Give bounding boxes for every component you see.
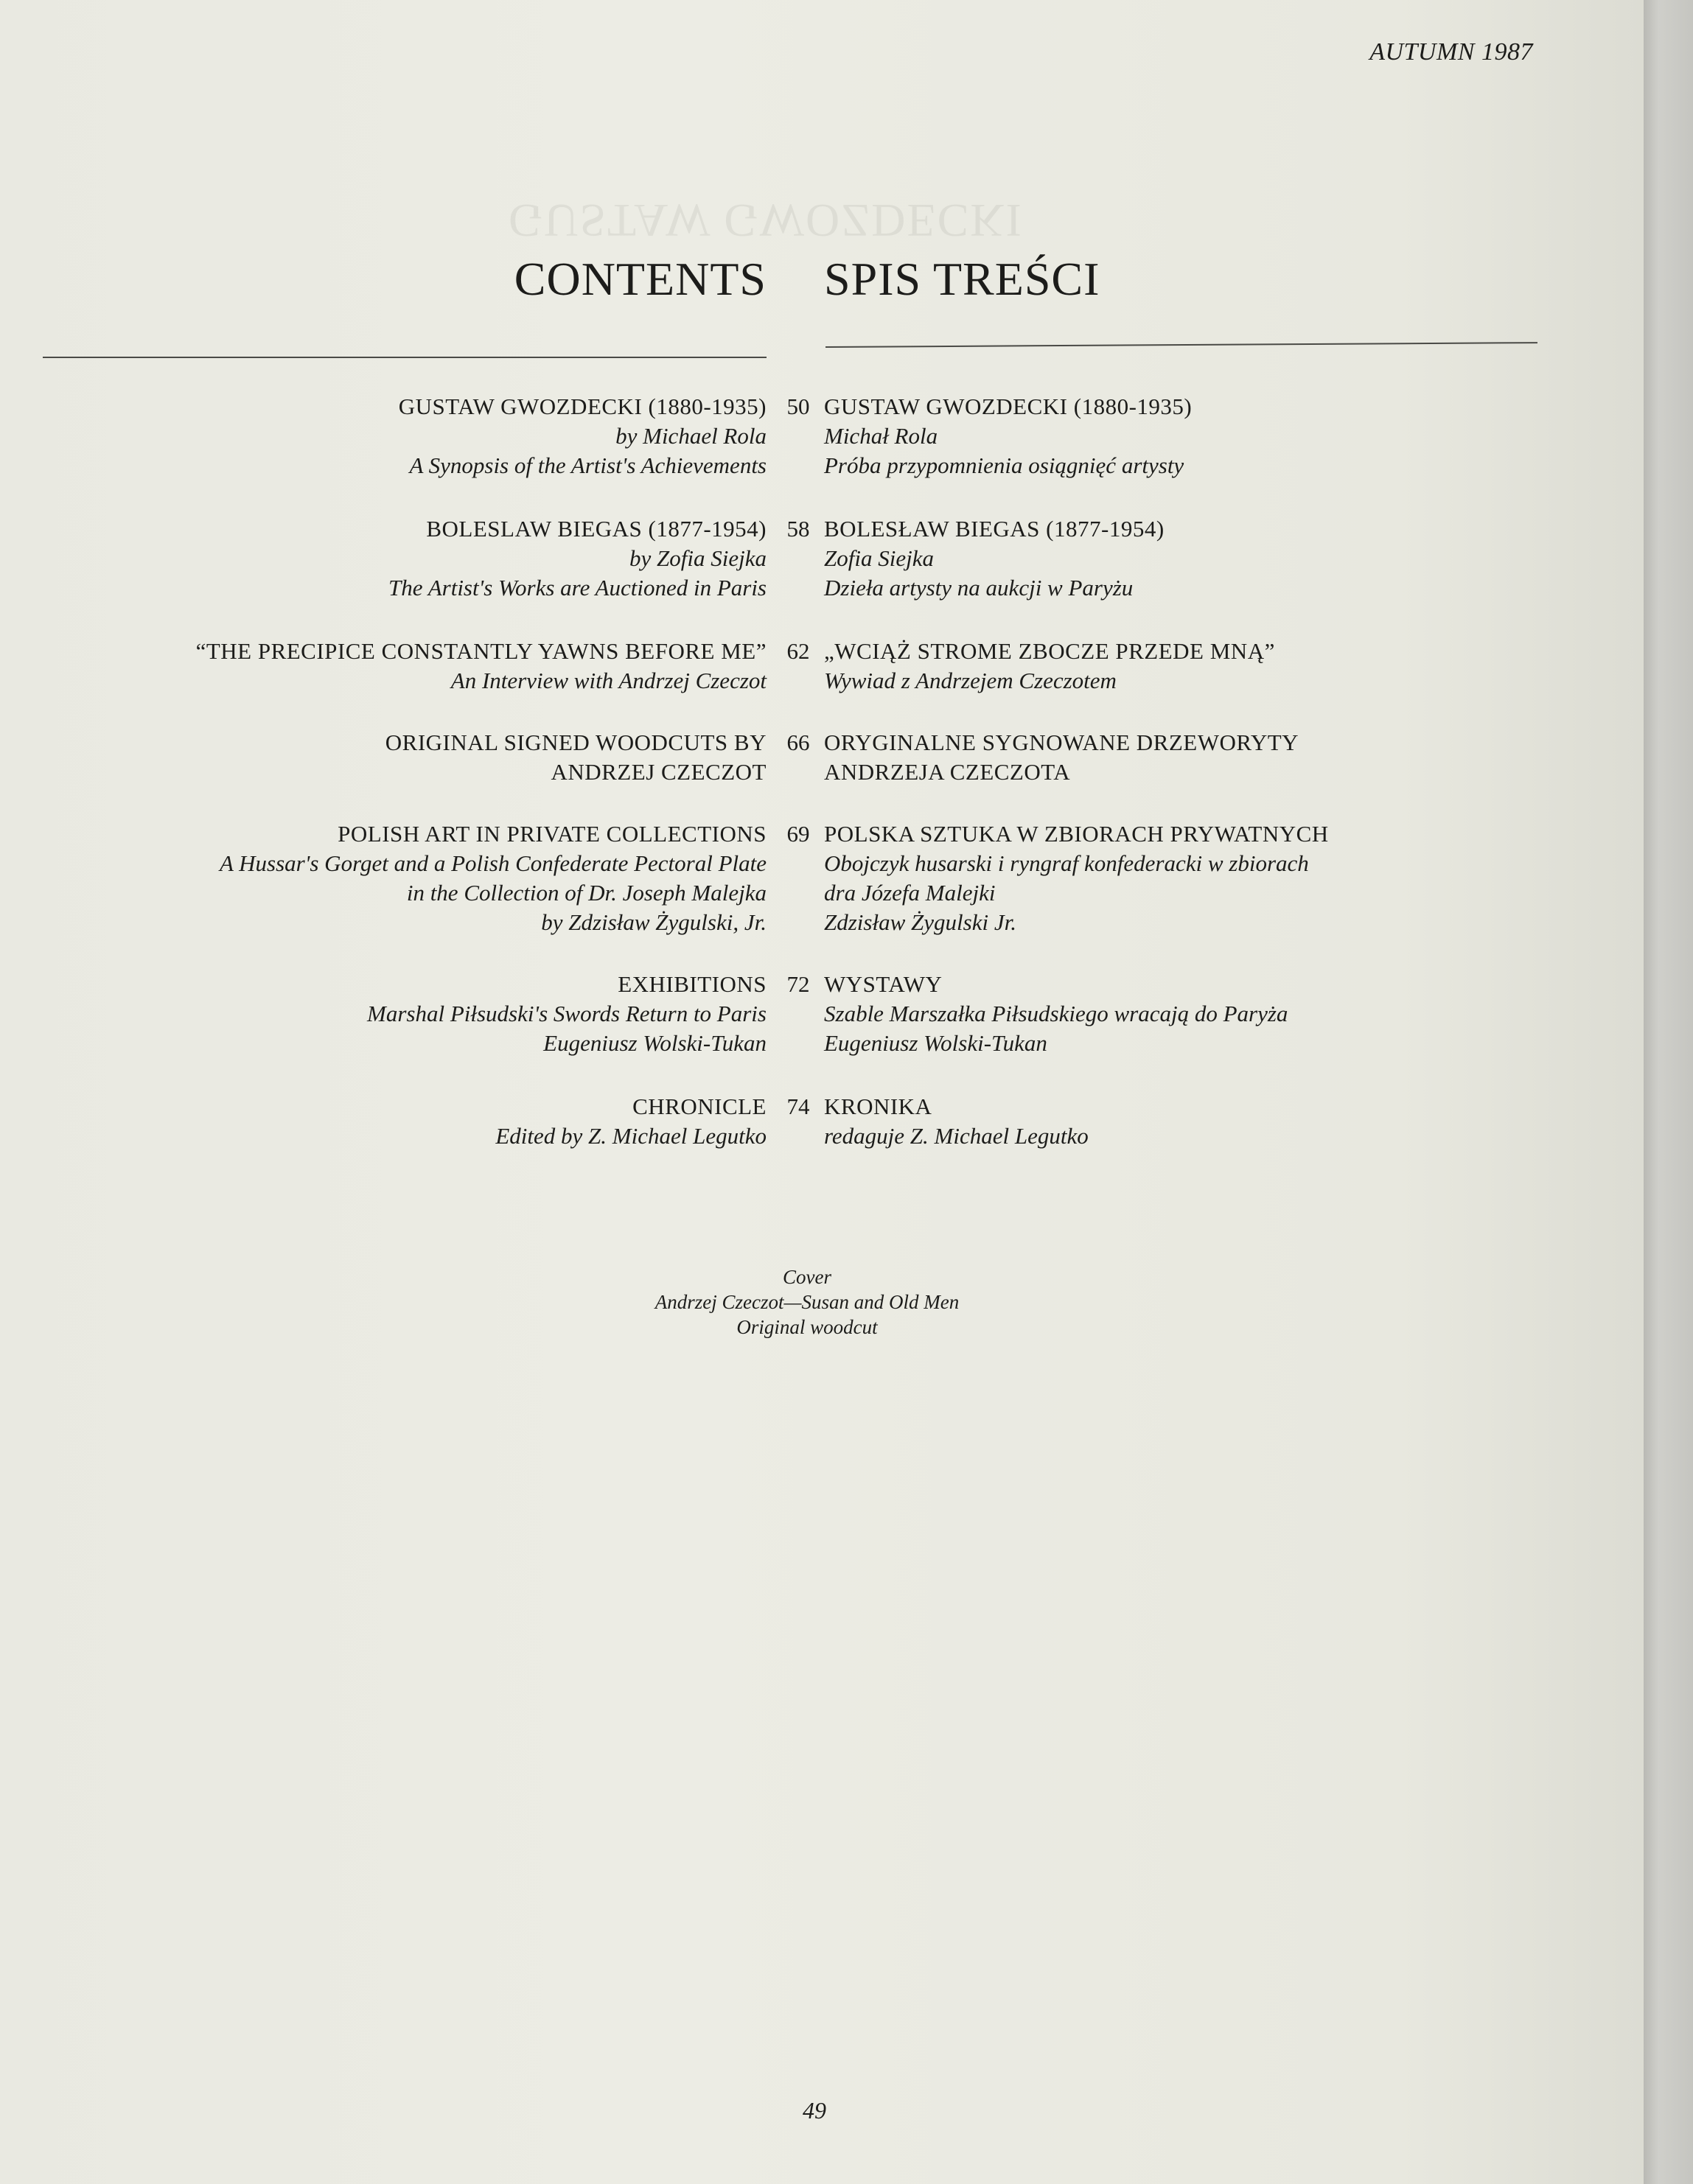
contents-entry <box>0 637 1644 693</box>
entry-author-english: by Zofia Siejka <box>629 545 767 571</box>
entry-author-polish: Zdzisław Żygulski Jr. <box>824 909 1016 935</box>
entry-subtitle-english: The Artist's Works are Auctioned in Paris <box>388 575 767 601</box>
cover-label: Cover <box>783 1266 831 1288</box>
entry-title-english: BOLESLAW BIEGAS (1877-1954) <box>426 516 767 542</box>
entry-subtitle-polish: Obojczyk husarski i ryngraf konfederacki w zbiorach <box>824 850 1309 876</box>
entry-title-english: ORIGINAL SIGNED WOODCUTS BY <box>385 729 767 755</box>
contents-entry <box>0 970 1644 1056</box>
entry-subtitle-polish-line2: dra Józefa Malejki <box>824 880 996 906</box>
entry-polish <box>824 392 1561 480</box>
entry-page-number: 58 <box>786 516 810 542</box>
contents-entry <box>0 728 1644 785</box>
contents-entry <box>0 514 1644 601</box>
show-through-text: GUSTAW GWOZDECKI <box>509 195 1023 247</box>
entry-title-english: CHRONICLE <box>632 1093 767 1119</box>
entry-polish <box>824 970 1561 1058</box>
entry-subtitle-english: Marshal Piłsudski's Swords Return to Paris <box>367 1001 767 1026</box>
entry-english <box>29 970 767 1058</box>
entry-title-polish: WYSTAWY <box>824 971 943 997</box>
contents-entry <box>0 819 1644 935</box>
entry-author-english: by Zdzisław Żygulski, Jr. <box>541 909 767 935</box>
entry-subtitle-english: An Interview with Andrzej Czeczot <box>450 668 767 693</box>
entry-author-polish: Eugeniusz Wolski-Tukan <box>824 1030 1047 1056</box>
issue-season: AUTUMN 1987 <box>1369 38 1533 66</box>
entry-title-polish: BOLESŁAW BIEGAS (1877-1954) <box>824 516 1165 542</box>
entry-subtitle-english: A Synopsis of the Artist's Achievements <box>409 452 767 478</box>
contents-entry <box>0 392 1644 478</box>
entry-subtitle-polish: Szable Marszałka Piłsudskiego wracają do Paryża <box>824 1001 1288 1026</box>
entry-title-polish: GUSTAW GWOZDECKI (1880-1935) <box>824 393 1193 419</box>
entry-subtitle-english: A Hussar's Gorget and a Polish Confederate Pectoral Plate <box>220 850 767 876</box>
heading-rule-left <box>43 357 767 358</box>
entry-english <box>29 1092 767 1151</box>
entry-title-english: POLISH ART IN PRIVATE COLLECTIONS <box>338 821 767 847</box>
entry-english <box>29 819 767 937</box>
cover-medium: Original woodcut <box>736 1316 878 1338</box>
entry-english <box>29 728 767 787</box>
entry-page-number: 72 <box>786 971 810 997</box>
contents-heading-english: CONTENTS <box>514 253 767 305</box>
entry-subtitle-english-line2: in the Collection of Dr. Joseph Malejka <box>406 880 767 906</box>
entry-page-number: 62 <box>786 638 810 664</box>
entry-author-polish: redaguje Z. Michael Legutko <box>824 1123 1089 1149</box>
entry-subtitle-polish: Dzieła artysty na aukcji w Paryżu <box>824 575 1134 601</box>
entry-title-polish: „WCIĄŻ STROME ZBOCZE PRZEDE MNĄ” <box>824 638 1275 664</box>
entry-page-number: 74 <box>786 1093 810 1119</box>
entry-title-polish-line2: ANDRZEJA CZECZOTA <box>824 759 1071 785</box>
entry-english <box>29 514 767 603</box>
entry-author-polish: Zofia Siejka <box>824 545 934 571</box>
entry-author-polish: Michał Rola <box>824 423 938 449</box>
entry-author-english: Eugeniusz Wolski-Tukan <box>543 1030 767 1056</box>
entry-english <box>29 392 767 480</box>
entry-subtitle-polish: Próba przypomnienia osiągnięć artysty <box>824 452 1184 478</box>
entry-author-english: Edited by Z. Michael Legutko <box>495 1123 767 1149</box>
contents-entry <box>0 1092 1644 1149</box>
entry-title-polish: ORYGINALNE SYGNOWANE DRZEWORYTY <box>824 729 1299 755</box>
page-number: 49 <box>803 2097 826 2124</box>
entry-title-polish: POLSKA SZTUKA W ZBIORACH PRYWATNYCH <box>824 821 1329 847</box>
entry-page-number: 69 <box>786 821 810 847</box>
entry-title-english: “THE PRECIPICE CONSTANTLY YAWNS BEFORE ME” <box>195 638 767 664</box>
entry-page-number: 50 <box>786 393 810 419</box>
entry-title-english: GUSTAW GWOZDECKI (1880-1935) <box>398 393 767 419</box>
entry-author-english: by Michael Rola <box>615 423 767 449</box>
cover-credit <box>575 1264 1039 1340</box>
page-edge <box>1644 0 1693 2184</box>
entry-polish <box>824 637 1561 696</box>
heading-rule-right <box>825 342 1537 348</box>
entry-title-polish: KRONIKA <box>824 1093 932 1119</box>
entry-polish <box>824 728 1561 787</box>
entry-polish <box>824 819 1561 937</box>
entry-polish <box>824 1092 1561 1151</box>
cover-title: Andrzej Czeczot—Susan and Old Men <box>654 1291 960 1313</box>
contents-heading-polish: SPIS TREŚCI <box>824 253 1100 305</box>
entry-polish <box>824 514 1561 603</box>
entry-title-english-line2: ANDRZEJ CZECZOT <box>551 759 767 785</box>
entry-english <box>29 637 767 696</box>
entry-subtitle-polish: Wywiad z Andrzejem Czeczotem <box>824 668 1117 693</box>
entry-page-number: 66 <box>786 729 810 755</box>
entry-title-english: EXHIBITIONS <box>618 971 767 997</box>
